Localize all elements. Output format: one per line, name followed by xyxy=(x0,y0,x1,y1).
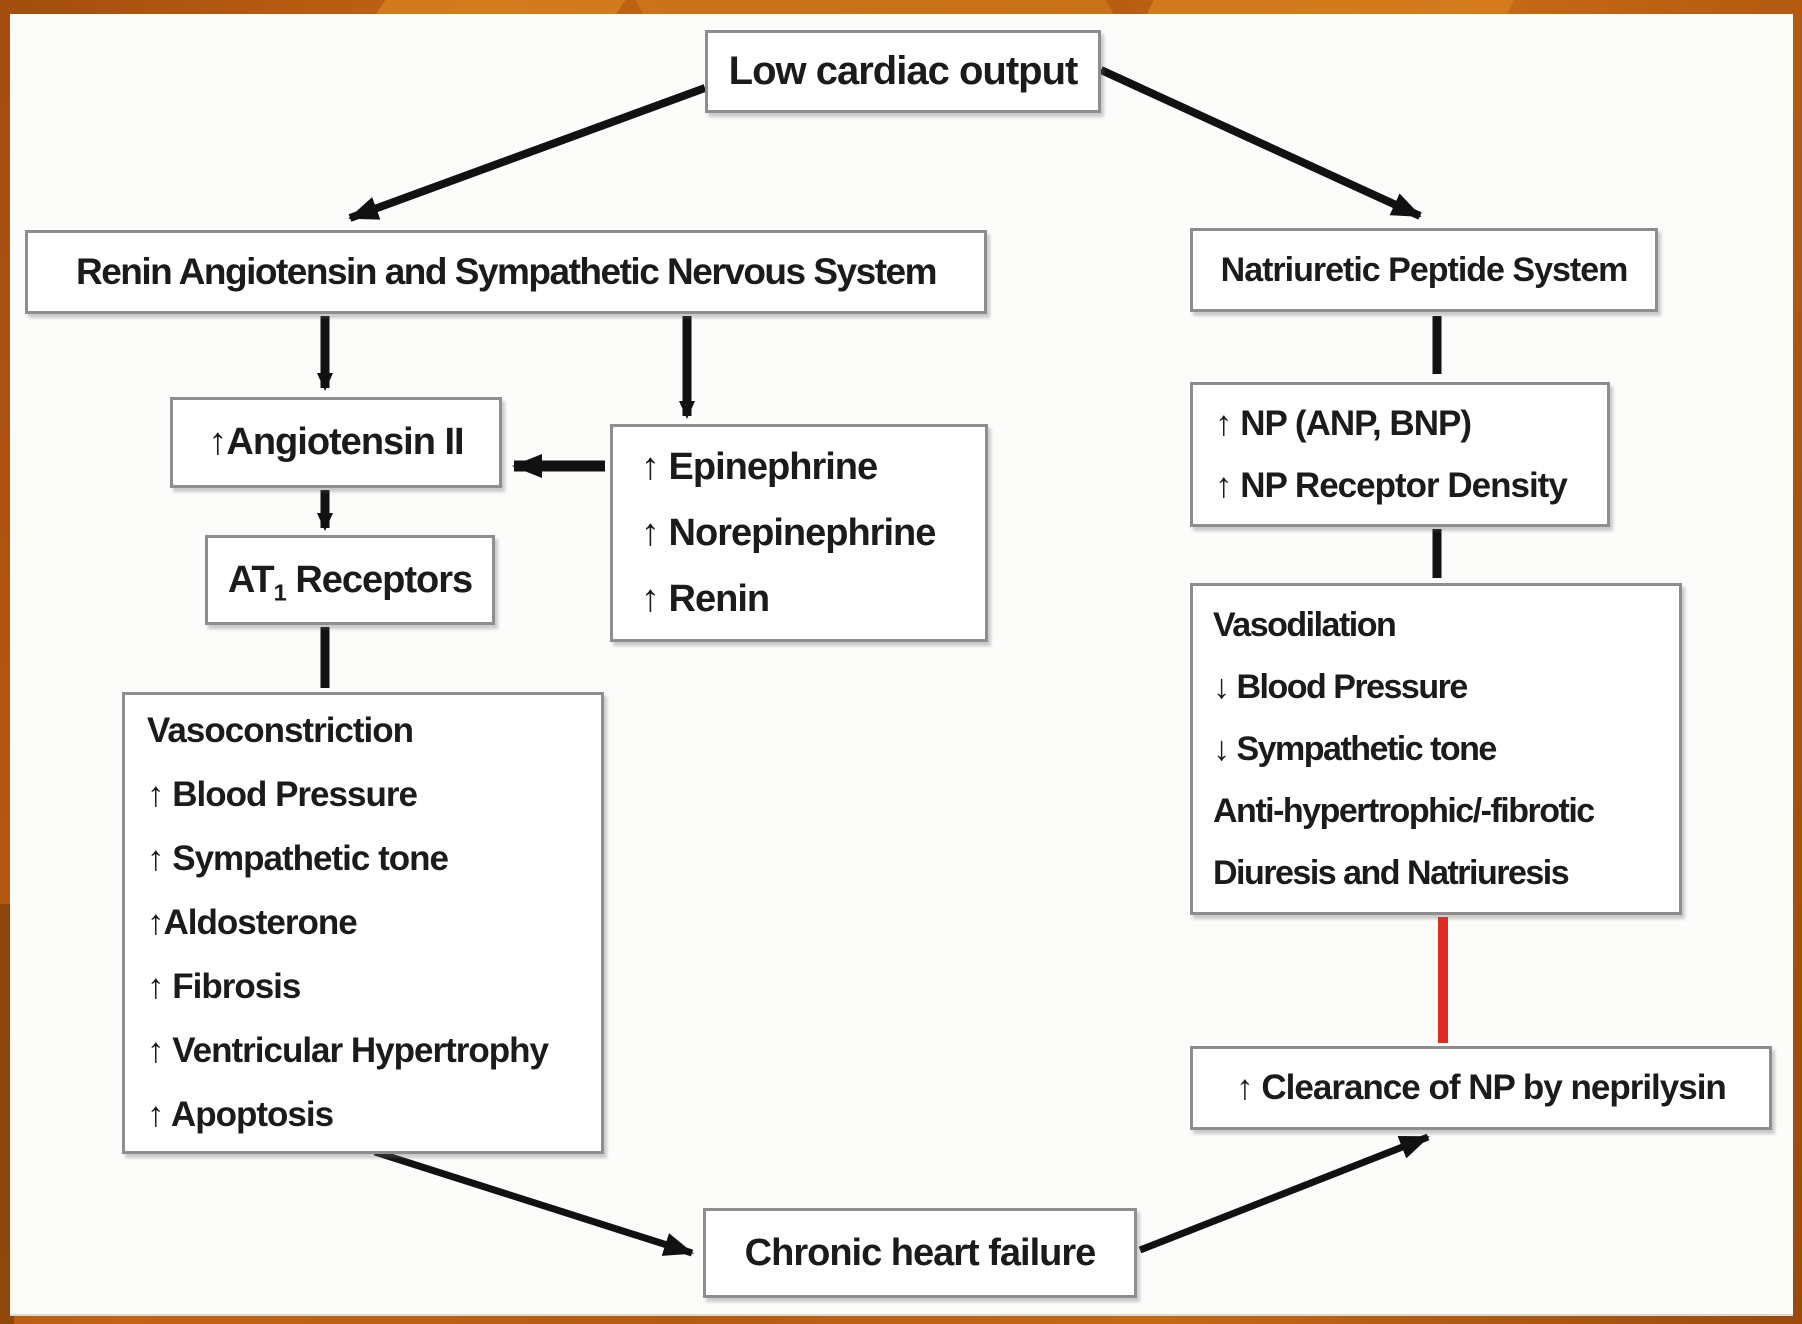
node-line: ↑ Renin xyxy=(641,578,770,620)
node-line: ↑ Sympathetic tone xyxy=(147,839,448,878)
node-line: ↑ NP Receptor Density xyxy=(1215,465,1567,505)
node-label: ↑Angiotensin II xyxy=(208,421,464,463)
node-label xyxy=(227,558,473,606)
at1-text: AT xyxy=(227,558,274,601)
node-line: ↑ Ventricular Hypertrophy xyxy=(147,1031,548,1070)
node-line: Vasoconstriction xyxy=(147,711,414,750)
node-label: Low cardiac output xyxy=(728,49,1078,93)
node-line: ↑ Norepinephrine xyxy=(641,512,936,554)
node-line: Diuresis and Natriuresis xyxy=(1213,854,1569,892)
node-np-clearance-neprilysin xyxy=(1190,1046,1772,1130)
node-line: ↓ Sympathetic tone xyxy=(1213,730,1496,768)
node-line: Vasodilation xyxy=(1213,606,1396,644)
node-angiotensin-ii xyxy=(170,397,502,488)
node-natriuretic-peptide-system xyxy=(1190,228,1658,312)
node-low-cardiac-output xyxy=(705,30,1101,113)
at1-subscript: 1 xyxy=(273,579,286,606)
node-np-effects xyxy=(1190,583,1682,915)
node-at1-receptors xyxy=(205,535,495,625)
node-line: ↑ NP (ANP, BNP) xyxy=(1215,403,1471,443)
node-line: ↓ Blood Pressure xyxy=(1213,668,1467,706)
node-line: ↑Aldosterone xyxy=(147,903,357,942)
node-line: ↑ Fibrosis xyxy=(147,967,301,1006)
node-line: ↑ Epinephrine xyxy=(641,446,878,488)
node-catecholamines xyxy=(610,424,988,642)
node-renin-angiotensin-sympathetic-system xyxy=(25,230,987,314)
node-label: Natriuretic Peptide System xyxy=(1220,250,1628,289)
node-line: ↑ Apoptosis xyxy=(147,1095,334,1134)
node-label: Renin Angiotensin and Sympathetic Nervous System xyxy=(75,251,937,292)
node-np-levels xyxy=(1190,382,1610,527)
node-chronic-heart-failure xyxy=(703,1208,1137,1298)
node-line: ↑ Blood Pressure xyxy=(147,775,417,814)
node-label: ↑ Clearance of NP by neprilysin xyxy=(1236,1068,1726,1107)
node-ras-effects xyxy=(122,692,604,1154)
node-label: Chronic heart failure xyxy=(744,1231,1096,1274)
node-line: Anti-hypertrophic/-fibrotic xyxy=(1213,792,1594,830)
at1-text: Receptors xyxy=(285,558,473,601)
